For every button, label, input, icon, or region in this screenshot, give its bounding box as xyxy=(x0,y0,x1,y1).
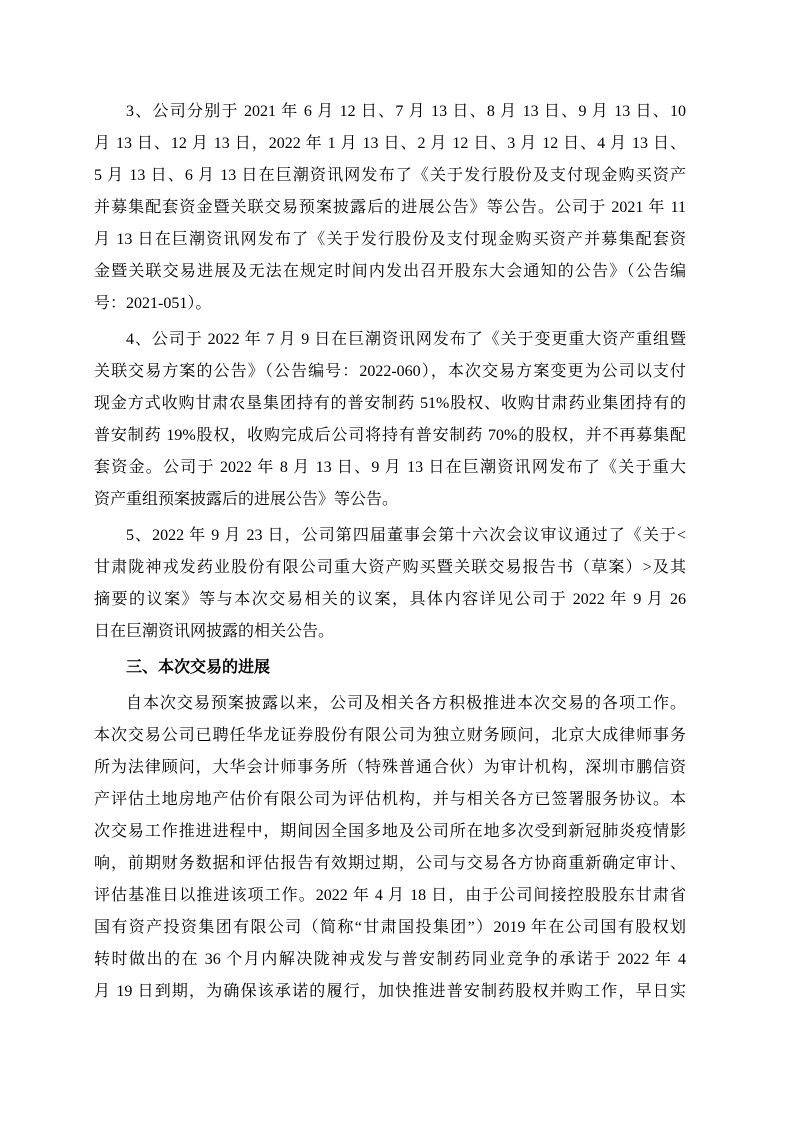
text-line: 月 13 日在巨潮资讯网发布了《关于发行股份及支付现金购买资产并募集配套资 xyxy=(94,231,686,248)
text-line: 并募集配套资金暨关联交易预案披露后的进展公告》等公告。公司于 2021 年 11 xyxy=(94,199,686,216)
document-content xyxy=(94,96,686,1008)
paragraph-item-5 xyxy=(94,520,686,648)
paragraph-item-4 xyxy=(94,324,686,516)
text-line: 次交易工作推进进程中，期间因全国多地及公司所在地多次受到新冠肺炎疫情影 xyxy=(94,823,686,840)
section-heading-3 xyxy=(94,652,686,684)
paragraph-item-3 xyxy=(94,96,686,320)
text-line: 甘肃陇神戎发药业股份有限公司重大资产购买暨关联交易报告书（草案）>及其 xyxy=(94,559,686,576)
text-line: 评估基准日以推进该项工作。2022 年 4 月 18 日，由于公司间接控股股东甘肃省 xyxy=(94,887,686,904)
text-line: 资产重组预案披露后的进展公告》等公告。 xyxy=(94,491,399,508)
text-line: 套资金。公司于 2022 年 8 月 13 日、9 月 13 日在巨潮资讯网发布了《关于重大 xyxy=(94,459,686,476)
text-line: 4、公司于 2022 年 7 月 9 日在巨潮资讯网发布了《关于变更重大资产重组暨 xyxy=(126,331,686,348)
text-line: 5 月 13 日、6 月 13 日在巨潮资讯网发布了《关于发行股份及支付现金购买资产 xyxy=(94,167,686,184)
text-line: 现金方式收购甘肃农垦集团持有的普安制药 51%股权、收购甘肃药业集团持有的 xyxy=(94,395,686,412)
text-line: 三、本次交易的进展 xyxy=(126,659,271,676)
text-line: 产评估土地房地产估价有限公司为评估机构，并与相关各方已签署服务协议。本 xyxy=(94,791,686,808)
text-line: 本次交易公司已聘任华龙证券股份有限公司为独立财务顾问，北京大成律师事务 xyxy=(94,727,686,744)
text-line: 自本次交易预案披露以来，公司及相关各方积极推进本次交易的各项工作。 xyxy=(126,695,686,712)
text-line: 日在巨潮资讯网披露的相关公告。 xyxy=(94,623,335,640)
text-line: 关联交易方案的公告》（公告编号：2022-060），本次交易方案变更为公司以支付 xyxy=(94,363,686,380)
paragraph-transaction-progress xyxy=(94,688,686,1008)
text-line: 月 13 日、12 月 13 日，2022 年 1 月 13 日、2 月 12 日、3 月 12 日、4 月 13 日、 xyxy=(94,135,686,152)
text-line: 转时做出的在 36 个月内解决陇神戎发与普安制药同业竞争的承诺于 2022 年 4 xyxy=(94,951,686,968)
text-line: 所为法律顾问，大华会计师事务所（特殊普通合伙）为审计机构，深圳市鹏信资 xyxy=(94,759,686,776)
text-line: 国有资产投资集团有限公司（简称“甘肃国投集团”）2019 年在公司国有股权划 xyxy=(94,919,686,936)
text-line: 号：2021-051）。 xyxy=(94,295,212,312)
text-line: 金暨关联交易进展及无法在规定时间内发出召开股东大会通知的公告》（公告编 xyxy=(94,263,686,280)
text-line: 摘要的议案》等与本次交易相关的议案，具体内容详见公司于 2022 年 9 月 26 xyxy=(94,591,686,608)
text-line: 普安制药 19%股权，收购完成后公司将持有普安制药 70%的股权，并不再募集配 xyxy=(94,427,686,444)
text-line: 5、2022 年 9 月 23 日，公司第四届董事会第十六次会议审议通过了《关于< xyxy=(126,527,686,544)
text-line: 月 19 日到期，为确保该承诺的履行，加快推进普安制药股权并购工作，早日实 xyxy=(94,983,686,1000)
text-line: 3、公司分别于 2021 年 6 月 12 日、7 月 13 日、8 月 13 日、9 月 13 日、10 xyxy=(126,103,686,120)
text-line: 响，前期财务数据和评估报告有效期过期，公司与交易各方协商重新确定审计、 xyxy=(94,855,686,872)
